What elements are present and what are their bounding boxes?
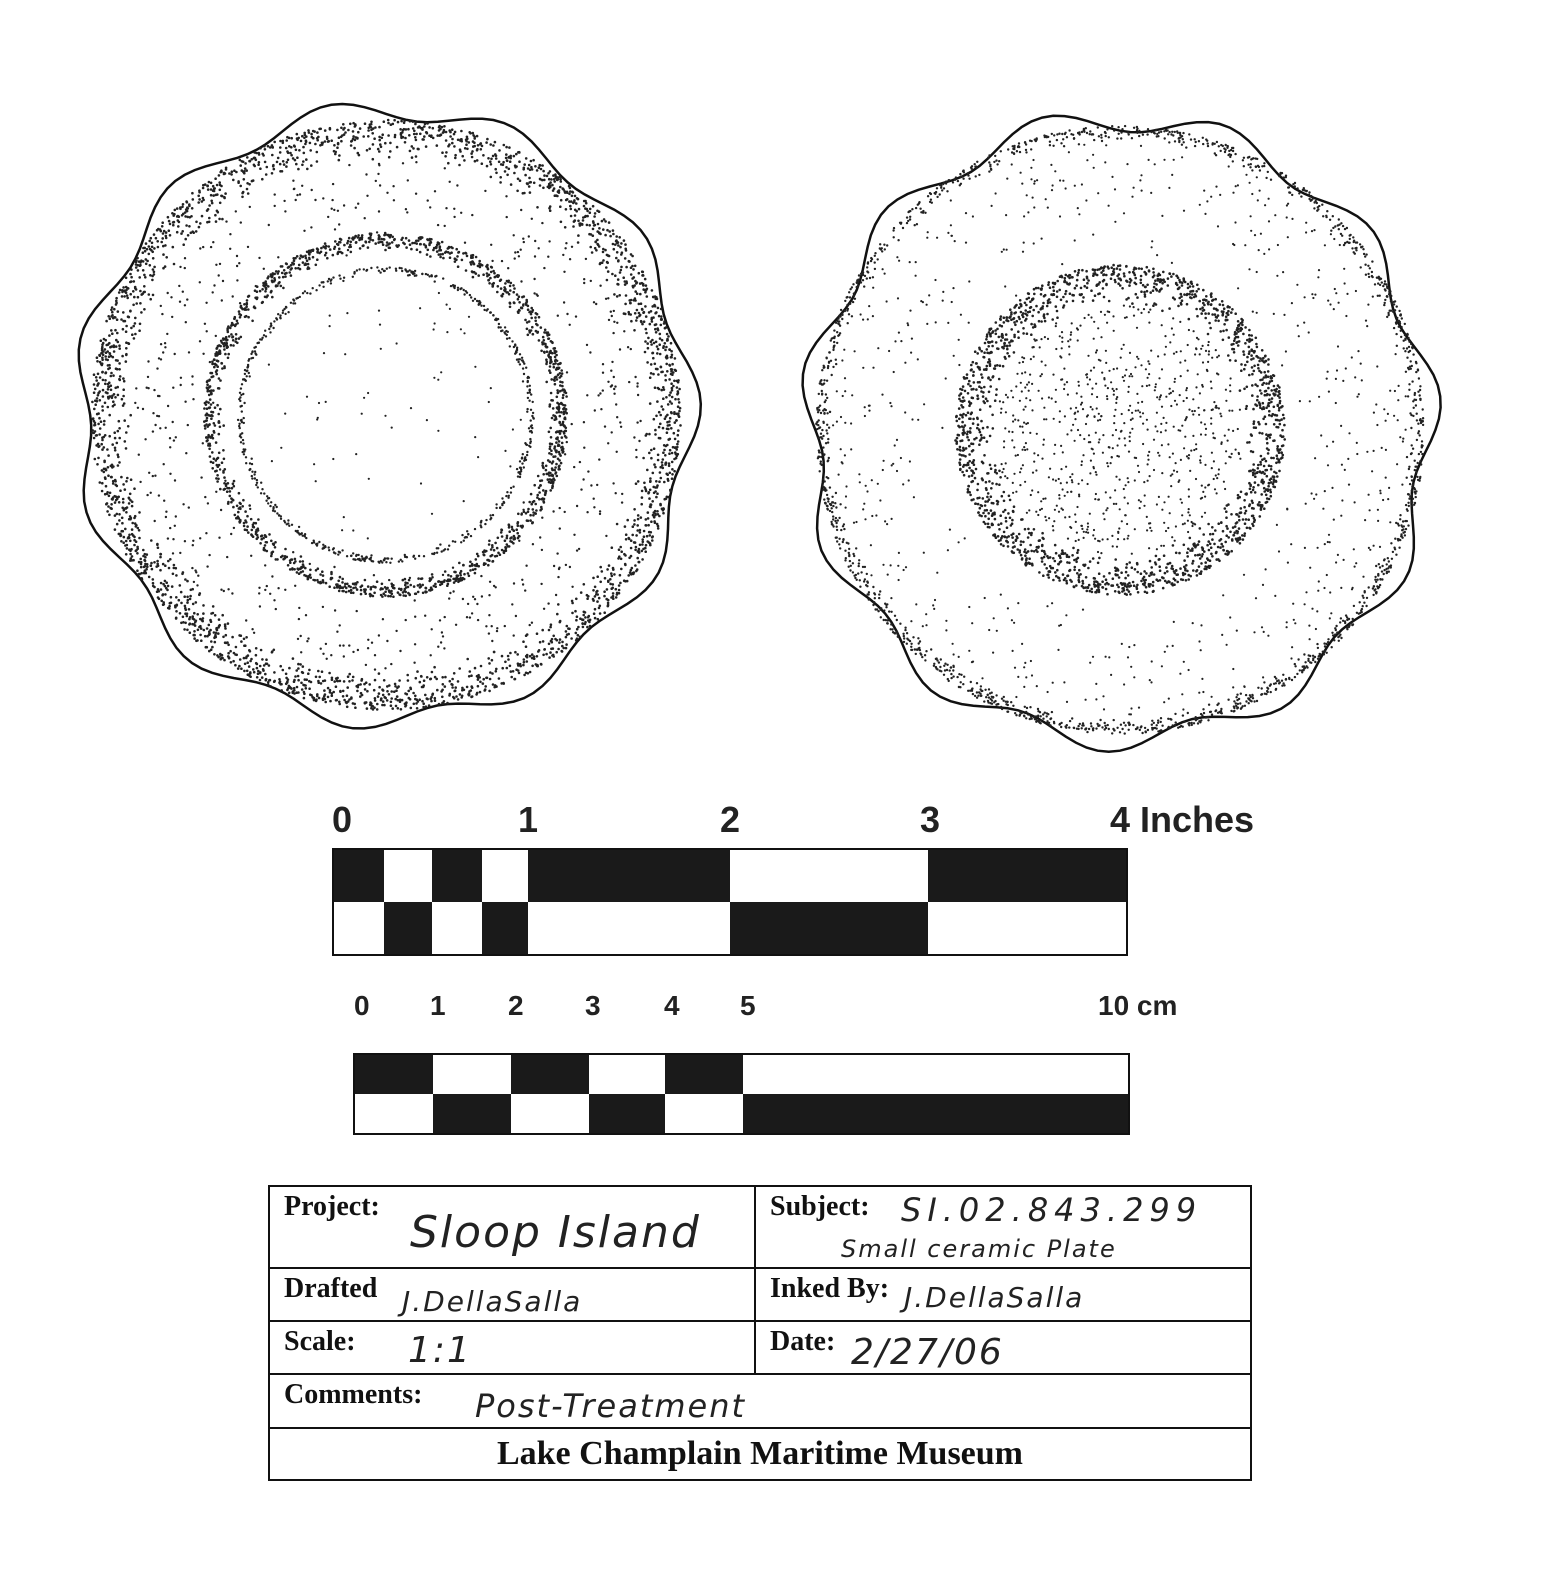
date-value: 2/27/06	[851, 1332, 1004, 1373]
cm-scale-bar	[353, 1053, 1130, 1135]
cm-bar-top-row	[355, 1055, 1128, 1094]
plate-exterior-drawing	[803, 116, 1441, 752]
comments-cell	[270, 1375, 1250, 1427]
title-row-scale	[270, 1322, 1250, 1375]
title-row-drafted	[270, 1269, 1250, 1322]
inked-label: Inked By:	[770, 1273, 890, 1304]
subject-value: SI.02.843.299	[901, 1191, 1203, 1229]
museum-name: Lake Champlain Maritime Museum	[496, 1435, 1024, 1472]
title-row-museum	[270, 1429, 1250, 1479]
plate-interior-drawing	[79, 104, 701, 728]
title-block	[268, 1185, 1252, 1481]
project-cell	[270, 1187, 756, 1267]
cm-tick-0: 0	[354, 990, 370, 1021]
cm-tick-1: 1	[430, 990, 446, 1021]
date-label: Date:	[770, 1326, 836, 1357]
cm-tick-3: 3	[585, 990, 601, 1021]
comments-value: Post-Treatment	[475, 1387, 747, 1425]
subject-description: Small ceramic Plate	[841, 1235, 1117, 1263]
comments-label: Comments:	[284, 1379, 423, 1410]
title-row-comments	[270, 1375, 1250, 1429]
inch-tick-3: 3	[920, 799, 941, 840]
subject-label: Subject:	[770, 1191, 870, 1222]
inked-value: J.DellaSalla	[904, 1281, 1085, 1314]
scale-cell	[270, 1322, 756, 1373]
project-label: Project:	[284, 1191, 380, 1222]
scale-label: Scale:	[284, 1326, 356, 1357]
inch-bar-bottom-row	[334, 902, 1126, 954]
cm-tick-2: 2	[508, 990, 524, 1021]
drafted-label: Drafted	[284, 1273, 378, 1304]
project-value: Sloop Island	[410, 1207, 701, 1258]
cm-tick-4: 4	[664, 990, 680, 1021]
cm-bar-bottom-row	[355, 1094, 1128, 1133]
subject-cell	[756, 1187, 1250, 1267]
drafted-value: J.DellaSalla	[402, 1285, 583, 1318]
plate-drawings	[0, 0, 1562, 780]
inch-tick-0: 0	[332, 799, 353, 840]
inch-bar-top-row	[334, 850, 1126, 902]
cm-tick-5: 5	[740, 990, 756, 1021]
inch-scale-bar	[332, 848, 1128, 956]
drafted-cell	[270, 1269, 756, 1320]
inch-tick-2: 2	[720, 799, 741, 840]
title-row-project	[270, 1187, 1250, 1269]
cm-tick-10: 10 cm	[1098, 990, 1178, 1021]
inch-tick-1: 1	[518, 799, 539, 840]
date-cell	[756, 1322, 1250, 1373]
inch-tick-4: 4 Inches	[1110, 799, 1255, 840]
inked-cell	[756, 1269, 1250, 1320]
scale-value: 1:1	[408, 1330, 472, 1371]
